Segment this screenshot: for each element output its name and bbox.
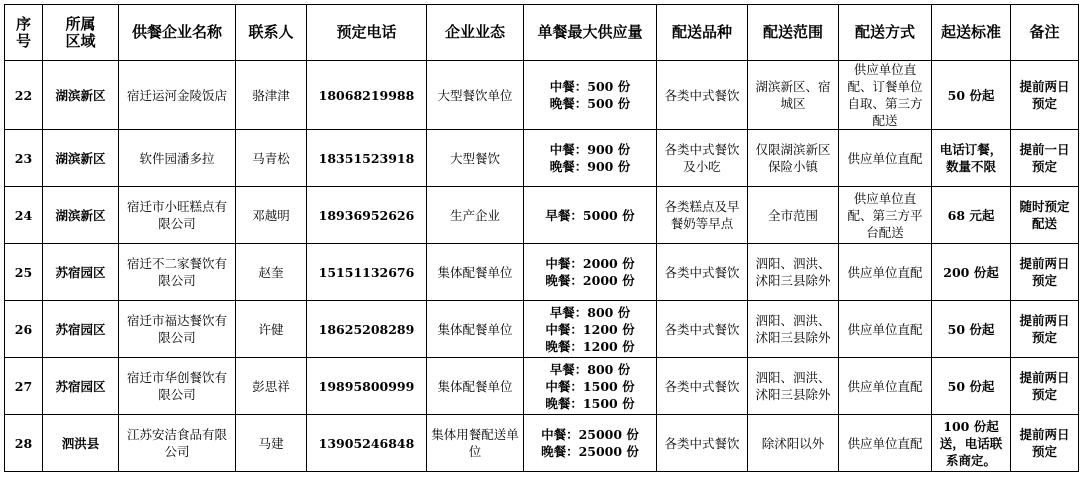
cell-company: 软件园潘多拉 <box>119 130 236 187</box>
cell-note: 提前两日预定 <box>1011 358 1079 415</box>
header-variety: 配送品种 <box>657 5 748 61</box>
header-supply: 单餐最大供应量 <box>524 5 657 61</box>
cell-contact: 邓越明 <box>236 187 307 244</box>
cell-delivery: 供应单位直配、第三方平台配送 <box>839 187 932 244</box>
cell-seq: 22 <box>5 61 43 130</box>
cell-min-order: 100 份起送，电话联系商定。 <box>932 415 1011 472</box>
cell-area: 苏宿园区 <box>43 301 119 358</box>
cell-supply: 中餐：25000 份 晚餐：25000 份 <box>524 415 657 472</box>
table-row <box>5 61 1079 130</box>
cell-supply: 中餐：500 份 晚餐：500 份 <box>524 61 657 130</box>
header-seq: 序 号 <box>5 5 43 61</box>
cell-note: 随时预定配送 <box>1011 187 1079 244</box>
table-header-row <box>5 5 1079 61</box>
cell-delivery: 供应单位直配、订餐单位自取、第三方配送 <box>839 61 932 130</box>
cell-supply: 早餐：800 份 中餐：1500 份 晚餐：1500 份 <box>524 358 657 415</box>
table-row <box>5 358 1079 415</box>
cell-contact: 骆津津 <box>236 61 307 130</box>
cell-company: 宿迁市小旺糕点有限公司 <box>119 187 236 244</box>
cell-type: 大型餐饮 <box>427 130 524 187</box>
cell-supply: 早餐：800 份 中餐：1200 份 晚餐：1200 份 <box>524 301 657 358</box>
cell-min-order: 50 份起 <box>932 61 1011 130</box>
cell-area: 湖滨新区 <box>43 130 119 187</box>
cell-supply: 早餐：5000 份 <box>524 187 657 244</box>
cell-area: 苏宿园区 <box>43 358 119 415</box>
cell-type: 大型餐饮单位 <box>427 61 524 130</box>
cell-phone: 18068219988 <box>307 61 427 130</box>
cell-supply: 中餐：2000 份 晚餐：2000 份 <box>524 244 657 301</box>
cell-area: 湖滨新区 <box>43 61 119 130</box>
cell-seq: 24 <box>5 187 43 244</box>
cell-area: 湖滨新区 <box>43 187 119 244</box>
cell-variety: 各类中式餐饮 <box>657 415 748 472</box>
cell-variety: 各类糕点及早餐奶等早点 <box>657 187 748 244</box>
cell-company: 宿迁运河金陵饭店 <box>119 61 236 130</box>
cell-note: 提前两日预定 <box>1011 301 1079 358</box>
cell-area: 泗洪县 <box>43 415 119 472</box>
cell-variety: 各类中式餐饮 <box>657 61 748 130</box>
table-row <box>5 187 1079 244</box>
cell-range: 泗阳、泗洪、沭阳三县除外 <box>748 358 839 415</box>
header-area: 所属 区域 <box>43 5 119 61</box>
cell-variety: 各类中式餐饮 <box>657 358 748 415</box>
cell-range: 仅限湖滨新区保险小镇 <box>748 130 839 187</box>
cell-type: 集体配餐单位 <box>427 358 524 415</box>
table-row <box>5 301 1079 358</box>
cell-delivery: 供应单位直配 <box>839 301 932 358</box>
cell-phone: 15151132676 <box>307 244 427 301</box>
cell-min-order: 50 份起 <box>932 301 1011 358</box>
cell-delivery: 供应单位直配 <box>839 244 932 301</box>
cell-variety: 各类中式餐饮及小吃 <box>657 130 748 187</box>
table-row <box>5 130 1079 187</box>
cell-min-order: 68 元起 <box>932 187 1011 244</box>
cell-delivery: 供应单位直配 <box>839 130 932 187</box>
cell-min-order: 200 份起 <box>932 244 1011 301</box>
cell-range: 除沭阳以外 <box>748 415 839 472</box>
header-phone: 预定电话 <box>307 5 427 61</box>
cell-note: 提前两日预定 <box>1011 61 1079 130</box>
cell-type: 生产企业 <box>427 187 524 244</box>
cell-contact: 彭思祥 <box>236 358 307 415</box>
cell-delivery: 供应单位直配 <box>839 415 932 472</box>
header-delivery: 配送方式 <box>839 5 932 61</box>
cell-note: 提前一日预定 <box>1011 130 1079 187</box>
cell-phone: 18351523918 <box>307 130 427 187</box>
cell-phone: 18625208289 <box>307 301 427 358</box>
table-row <box>5 415 1079 472</box>
cell-min-order: 电话订餐，数量不限 <box>932 130 1011 187</box>
cell-type: 集体用餐配送单位 <box>427 415 524 472</box>
cell-seq: 27 <box>5 358 43 415</box>
cell-contact: 马建 <box>236 415 307 472</box>
cell-note: 提前两日预定 <box>1011 244 1079 301</box>
cell-phone: 19895800999 <box>307 358 427 415</box>
header-note: 备注 <box>1011 5 1079 61</box>
cell-range: 泗阳、泗洪、沭阳三县除外 <box>748 301 839 358</box>
cell-seq: 28 <box>5 415 43 472</box>
cell-variety: 各类中式餐饮 <box>657 301 748 358</box>
cell-seq: 26 <box>5 301 43 358</box>
header-company: 供餐企业名称 <box>119 5 236 61</box>
cell-area: 苏宿园区 <box>43 244 119 301</box>
cell-phone: 13905246848 <box>307 415 427 472</box>
cell-company: 江苏安洁食品有限公司 <box>119 415 236 472</box>
cell-range: 全市范围 <box>748 187 839 244</box>
cell-type: 集体配餐单位 <box>427 301 524 358</box>
cell-supply: 中餐：900 份 晚餐：900 份 <box>524 130 657 187</box>
cell-contact: 马青松 <box>236 130 307 187</box>
header-contact: 联系人 <box>236 5 307 61</box>
cell-note: 提前两日预定 <box>1011 415 1079 472</box>
table-row <box>5 244 1079 301</box>
cell-range: 湖滨新区、宿城区 <box>748 61 839 130</box>
cell-type: 集体配餐单位 <box>427 244 524 301</box>
cell-phone: 18936952626 <box>307 187 427 244</box>
cell-contact: 许健 <box>236 301 307 358</box>
cell-company: 宿迁不二家餐饮有限公司 <box>119 244 236 301</box>
cell-range: 泗阳、泗洪、沭阳三县除外 <box>748 244 839 301</box>
cell-seq: 23 <box>5 130 43 187</box>
header-range: 配送范围 <box>748 5 839 61</box>
header-type: 企业业态 <box>427 5 524 61</box>
cell-company: 宿迁市华创餐饮有限公司 <box>119 358 236 415</box>
cell-min-order: 50 份起 <box>932 358 1011 415</box>
table-body <box>5 61 1079 472</box>
header-min-order: 起送标准 <box>932 5 1011 61</box>
cell-variety: 各类中式餐饮 <box>657 244 748 301</box>
cell-delivery: 供应单位直配 <box>839 358 932 415</box>
supplier-table <box>4 4 1079 472</box>
cell-company: 宿迁市福达餐饮有限公司 <box>119 301 236 358</box>
cell-seq: 25 <box>5 244 43 301</box>
cell-contact: 赵奎 <box>236 244 307 301</box>
